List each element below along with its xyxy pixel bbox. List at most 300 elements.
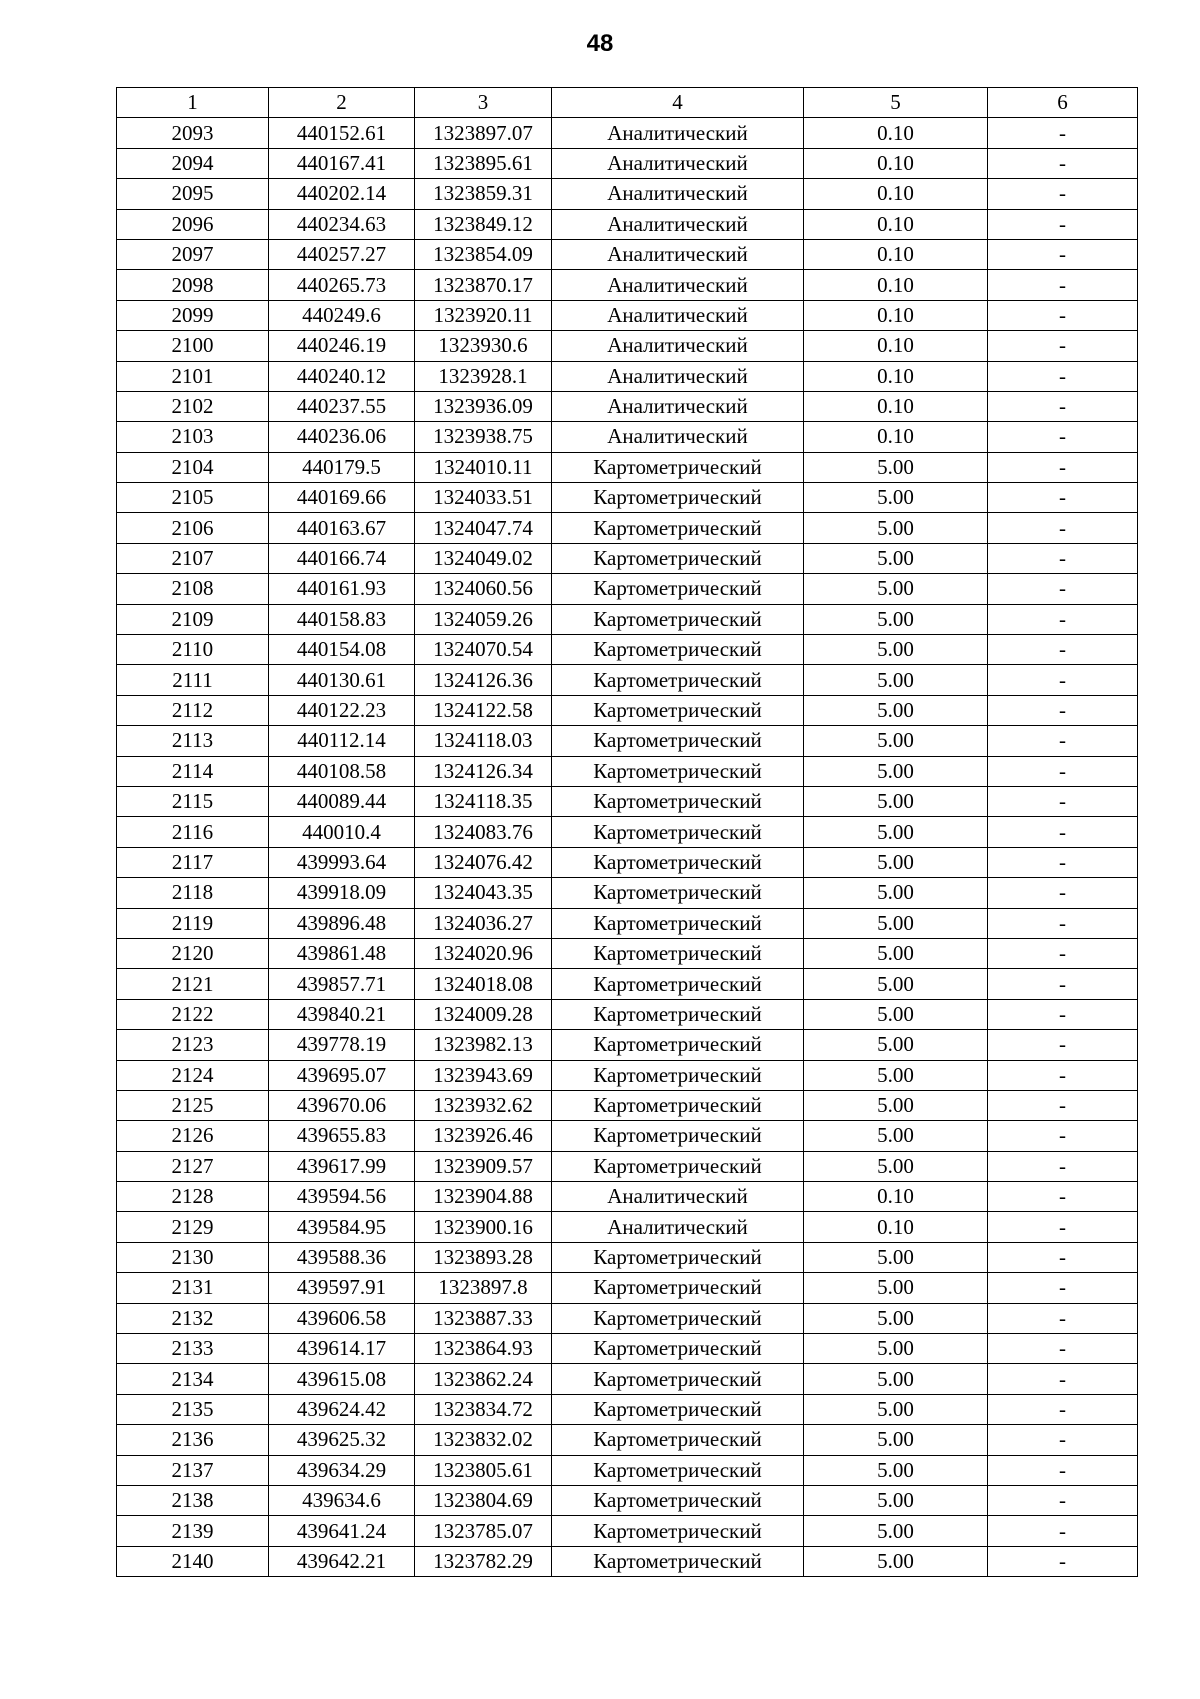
table-row (117, 635, 1138, 665)
accuracy-cell: 5.00 (804, 1546, 988, 1576)
method-cell: Аналитический (552, 391, 804, 421)
table-row (117, 1273, 1138, 1303)
y-coordinate-cell: 1323805.61 (415, 1455, 552, 1485)
point-number-cell: 2099 (117, 300, 269, 330)
method-cell: Картометрический (552, 604, 804, 634)
method-cell: Картометрический (552, 817, 804, 847)
table-row (117, 604, 1138, 634)
x-coordinate-cell: 439655.83 (269, 1121, 415, 1151)
x-coordinate-cell: 440237.55 (269, 391, 415, 421)
x-coordinate-cell: 440234.63 (269, 209, 415, 239)
description-cell: - (988, 1060, 1138, 1090)
method-cell: Картометрический (552, 1090, 804, 1120)
description-cell: - (988, 452, 1138, 482)
accuracy-cell: 0.10 (804, 179, 988, 209)
coordinates-table (116, 87, 1138, 1577)
description-cell: - (988, 1546, 1138, 1576)
x-coordinate-cell: 440240.12 (269, 361, 415, 391)
column-header: 4 (552, 88, 804, 118)
description-cell: - (988, 1364, 1138, 1394)
method-cell: Картометрический (552, 786, 804, 816)
point-number-cell: 2109 (117, 604, 269, 634)
table-row (117, 513, 1138, 543)
accuracy-cell: 5.00 (804, 513, 988, 543)
method-cell: Аналитический (552, 422, 804, 452)
column-header: 3 (415, 88, 552, 118)
x-coordinate-cell: 440257.27 (269, 239, 415, 269)
y-coordinate-cell: 1323982.13 (415, 1030, 552, 1060)
description-cell: - (988, 999, 1138, 1029)
method-cell: Аналитический (552, 239, 804, 269)
table-row (117, 543, 1138, 573)
accuracy-cell: 5.00 (804, 1485, 988, 1515)
accuracy-cell: 0.10 (804, 148, 988, 178)
accuracy-cell: 5.00 (804, 969, 988, 999)
accuracy-cell: 0.10 (804, 1182, 988, 1212)
description-cell: - (988, 270, 1138, 300)
column-header: 1 (117, 88, 269, 118)
accuracy-cell: 5.00 (804, 1334, 988, 1364)
y-coordinate-cell: 1324009.28 (415, 999, 552, 1029)
x-coordinate-cell: 439615.08 (269, 1364, 415, 1394)
method-cell: Картометрический (552, 999, 804, 1029)
table-row (117, 1516, 1138, 1546)
table-row (117, 270, 1138, 300)
table-row (117, 938, 1138, 968)
description-cell: - (988, 1151, 1138, 1181)
accuracy-cell: 0.10 (804, 209, 988, 239)
x-coordinate-cell: 440152.61 (269, 118, 415, 148)
x-coordinate-cell: 440089.44 (269, 786, 415, 816)
accuracy-cell: 5.00 (804, 604, 988, 634)
point-number-cell: 2133 (117, 1334, 269, 1364)
x-coordinate-cell: 439896.48 (269, 908, 415, 938)
method-cell: Картометрический (552, 513, 804, 543)
y-coordinate-cell: 1324118.35 (415, 786, 552, 816)
point-number-cell: 2104 (117, 452, 269, 482)
point-number-cell: 2137 (117, 1455, 269, 1485)
description-cell: - (988, 300, 1138, 330)
x-coordinate-cell: 440130.61 (269, 665, 415, 695)
y-coordinate-cell: 1323895.61 (415, 148, 552, 178)
accuracy-cell: 5.00 (804, 1030, 988, 1060)
accuracy-cell: 5.00 (804, 1364, 988, 1394)
method-cell: Картометрический (552, 1060, 804, 1090)
point-number-cell: 2138 (117, 1485, 269, 1515)
description-cell: - (988, 1485, 1138, 1515)
accuracy-cell: 5.00 (804, 786, 988, 816)
description-cell: - (988, 1212, 1138, 1242)
method-cell: Аналитический (552, 331, 804, 361)
accuracy-cell: 0.10 (804, 239, 988, 269)
y-coordinate-cell: 1323859.31 (415, 179, 552, 209)
table-row (117, 361, 1138, 391)
x-coordinate-cell: 439606.58 (269, 1303, 415, 1333)
accuracy-cell: 5.00 (804, 1242, 988, 1272)
description-cell: - (988, 1516, 1138, 1546)
x-coordinate-cell: 439670.06 (269, 1090, 415, 1120)
table-row (117, 1334, 1138, 1364)
accuracy-cell: 5.00 (804, 1090, 988, 1120)
y-coordinate-cell: 1323887.33 (415, 1303, 552, 1333)
x-coordinate-cell: 439918.09 (269, 878, 415, 908)
point-number-cell: 2132 (117, 1303, 269, 1333)
description-cell: - (988, 513, 1138, 543)
table-row (117, 726, 1138, 756)
y-coordinate-cell: 1324043.35 (415, 878, 552, 908)
accuracy-cell: 5.00 (804, 1516, 988, 1546)
accuracy-cell: 5.00 (804, 1151, 988, 1181)
x-coordinate-cell: 439857.71 (269, 969, 415, 999)
accuracy-cell: 0.10 (804, 1212, 988, 1242)
accuracy-cell: 0.10 (804, 270, 988, 300)
method-cell: Картометрический (552, 1273, 804, 1303)
description-cell: - (988, 1182, 1138, 1212)
column-header: 5 (804, 88, 988, 118)
description-cell: - (988, 391, 1138, 421)
accuracy-cell: 5.00 (804, 1455, 988, 1485)
description-cell: - (988, 1242, 1138, 1272)
table-row (117, 391, 1138, 421)
y-coordinate-cell: 1324126.36 (415, 665, 552, 695)
accuracy-cell: 5.00 (804, 635, 988, 665)
description-cell: - (988, 604, 1138, 634)
point-number-cell: 2136 (117, 1425, 269, 1455)
accuracy-cell: 5.00 (804, 726, 988, 756)
method-cell: Картометрический (552, 1394, 804, 1424)
x-coordinate-cell: 440265.73 (269, 270, 415, 300)
x-coordinate-cell: 439584.95 (269, 1212, 415, 1242)
x-coordinate-cell: 440179.5 (269, 452, 415, 482)
method-cell: Аналитический (552, 209, 804, 239)
y-coordinate-cell: 1324118.03 (415, 726, 552, 756)
method-cell: Картометрический (552, 1151, 804, 1181)
table-row (117, 1090, 1138, 1120)
table-row (117, 1394, 1138, 1424)
x-coordinate-cell: 440161.93 (269, 574, 415, 604)
point-number-cell: 2108 (117, 574, 269, 604)
accuracy-cell: 5.00 (804, 574, 988, 604)
accuracy-cell: 0.10 (804, 361, 988, 391)
accuracy-cell: 5.00 (804, 1273, 988, 1303)
x-coordinate-cell: 440108.58 (269, 756, 415, 786)
x-coordinate-cell: 439634.6 (269, 1485, 415, 1515)
y-coordinate-cell: 1324020.96 (415, 938, 552, 968)
point-number-cell: 2124 (117, 1060, 269, 1090)
table-row (117, 1060, 1138, 1090)
point-number-cell: 2096 (117, 209, 269, 239)
table-row (117, 847, 1138, 877)
description-cell: - (988, 209, 1138, 239)
method-cell: Аналитический (552, 300, 804, 330)
x-coordinate-cell: 440236.06 (269, 422, 415, 452)
x-coordinate-cell: 440154.08 (269, 635, 415, 665)
description-cell: - (988, 1334, 1138, 1364)
method-cell: Картометрический (552, 635, 804, 665)
description-cell: - (988, 1303, 1138, 1333)
point-number-cell: 2112 (117, 695, 269, 725)
table-row (117, 1242, 1138, 1272)
method-cell: Картометрический (552, 1303, 804, 1333)
point-number-cell: 2105 (117, 483, 269, 513)
point-number-cell: 2120 (117, 938, 269, 968)
description-cell: - (988, 1030, 1138, 1060)
method-cell: Картометрический (552, 756, 804, 786)
point-number-cell: 2113 (117, 726, 269, 756)
page-number: 48 (586, 30, 614, 57)
y-coordinate-cell: 1324083.76 (415, 817, 552, 847)
point-number-cell: 2103 (117, 422, 269, 452)
description-cell: - (988, 483, 1138, 513)
method-cell: Картометрический (552, 1516, 804, 1546)
x-coordinate-cell: 440112.14 (269, 726, 415, 756)
description-cell: - (988, 148, 1138, 178)
table-row (117, 878, 1138, 908)
point-number-cell: 2140 (117, 1546, 269, 1576)
accuracy-cell: 0.10 (804, 331, 988, 361)
table-row (117, 1425, 1138, 1455)
description-cell: - (988, 239, 1138, 269)
accuracy-cell: 5.00 (804, 1060, 988, 1090)
y-coordinate-cell: 1323904.88 (415, 1182, 552, 1212)
x-coordinate-cell: 439597.91 (269, 1273, 415, 1303)
y-coordinate-cell: 1323870.17 (415, 270, 552, 300)
y-coordinate-cell: 1323926.46 (415, 1121, 552, 1151)
y-coordinate-cell: 1323834.72 (415, 1394, 552, 1424)
table-row (117, 209, 1138, 239)
accuracy-cell: 0.10 (804, 391, 988, 421)
table-row (117, 1546, 1138, 1576)
accuracy-cell: 0.10 (804, 118, 988, 148)
x-coordinate-cell: 439594.56 (269, 1182, 415, 1212)
table-row (117, 1030, 1138, 1060)
method-cell: Картометрический (552, 1030, 804, 1060)
method-cell: Картометрический (552, 726, 804, 756)
method-cell: Картометрический (552, 847, 804, 877)
method-cell: Картометрический (552, 1242, 804, 1272)
x-coordinate-cell: 439993.64 (269, 847, 415, 877)
accuracy-cell: 5.00 (804, 1303, 988, 1333)
method-cell: Картометрический (552, 452, 804, 482)
x-coordinate-cell: 439641.24 (269, 1516, 415, 1546)
table-row (117, 331, 1138, 361)
method-cell: Картометрический (552, 665, 804, 695)
table-row (117, 452, 1138, 482)
x-coordinate-cell: 439588.36 (269, 1242, 415, 1272)
x-coordinate-cell: 440122.23 (269, 695, 415, 725)
point-number-cell: 2107 (117, 543, 269, 573)
y-coordinate-cell: 1323832.02 (415, 1425, 552, 1455)
accuracy-cell: 5.00 (804, 999, 988, 1029)
description-cell: - (988, 847, 1138, 877)
table-row (117, 179, 1138, 209)
x-coordinate-cell: 439695.07 (269, 1060, 415, 1090)
x-coordinate-cell: 439624.42 (269, 1394, 415, 1424)
method-cell: Аналитический (552, 361, 804, 391)
point-number-cell: 2094 (117, 148, 269, 178)
method-cell: Аналитический (552, 1212, 804, 1242)
description-cell: - (988, 938, 1138, 968)
point-number-cell: 2111 (117, 665, 269, 695)
x-coordinate-cell: 440163.67 (269, 513, 415, 543)
description-cell: - (988, 665, 1138, 695)
y-coordinate-cell: 1323849.12 (415, 209, 552, 239)
method-cell: Картометрический (552, 483, 804, 513)
table-row (117, 786, 1138, 816)
table-row (117, 1364, 1138, 1394)
table-row (117, 118, 1138, 148)
point-number-cell: 2115 (117, 786, 269, 816)
y-coordinate-cell: 1323920.11 (415, 300, 552, 330)
y-coordinate-cell: 1324070.54 (415, 635, 552, 665)
accuracy-cell: 5.00 (804, 1394, 988, 1424)
description-cell: - (988, 331, 1138, 361)
table-row (117, 1303, 1138, 1333)
point-number-cell: 2101 (117, 361, 269, 391)
y-coordinate-cell: 1324036.27 (415, 908, 552, 938)
description-cell: - (988, 908, 1138, 938)
table-row (117, 148, 1138, 178)
point-number-cell: 2119 (117, 908, 269, 938)
y-coordinate-cell: 1324018.08 (415, 969, 552, 999)
description-cell: - (988, 1090, 1138, 1120)
description-cell: - (988, 756, 1138, 786)
y-coordinate-cell: 1323936.09 (415, 391, 552, 421)
table-row (117, 908, 1138, 938)
table-row (117, 1121, 1138, 1151)
description-cell: - (988, 179, 1138, 209)
description-cell: - (988, 1425, 1138, 1455)
y-coordinate-cell: 1323900.16 (415, 1212, 552, 1242)
x-coordinate-cell: 440167.41 (269, 148, 415, 178)
y-coordinate-cell: 1324060.56 (415, 574, 552, 604)
point-number-cell: 2093 (117, 118, 269, 148)
y-coordinate-cell: 1323938.75 (415, 422, 552, 452)
method-cell: Картометрический (552, 969, 804, 999)
x-coordinate-cell: 439617.99 (269, 1151, 415, 1181)
point-number-cell: 2128 (117, 1182, 269, 1212)
table-row (117, 1151, 1138, 1181)
description-cell: - (988, 726, 1138, 756)
point-number-cell: 2122 (117, 999, 269, 1029)
y-coordinate-cell: 1323804.69 (415, 1485, 552, 1515)
description-cell: - (988, 786, 1138, 816)
accuracy-cell: 5.00 (804, 483, 988, 513)
method-cell: Картометрический (552, 1546, 804, 1576)
point-number-cell: 2116 (117, 817, 269, 847)
description-cell: - (988, 574, 1138, 604)
point-number-cell: 2118 (117, 878, 269, 908)
x-coordinate-cell: 439778.19 (269, 1030, 415, 1060)
table-row (117, 574, 1138, 604)
description-cell: - (988, 695, 1138, 725)
y-coordinate-cell: 1324076.42 (415, 847, 552, 877)
method-cell: Картометрический (552, 1364, 804, 1394)
point-number-cell: 2106 (117, 513, 269, 543)
method-cell: Картометрический (552, 1425, 804, 1455)
y-coordinate-cell: 1323909.57 (415, 1151, 552, 1181)
table-row (117, 999, 1138, 1029)
description-cell: - (988, 969, 1138, 999)
accuracy-cell: 5.00 (804, 878, 988, 908)
method-cell: Картометрический (552, 938, 804, 968)
table-row (117, 756, 1138, 786)
table-row (117, 969, 1138, 999)
y-coordinate-cell: 1323785.07 (415, 1516, 552, 1546)
table-row (117, 1212, 1138, 1242)
x-coordinate-cell: 440249.6 (269, 300, 415, 330)
y-coordinate-cell: 1323862.24 (415, 1364, 552, 1394)
point-number-cell: 2126 (117, 1121, 269, 1151)
accuracy-cell: 0.10 (804, 300, 988, 330)
point-number-cell: 2125 (117, 1090, 269, 1120)
accuracy-cell: 0.10 (804, 422, 988, 452)
table-header-row (117, 88, 1138, 118)
method-cell: Картометрический (552, 1121, 804, 1151)
table-row (117, 695, 1138, 725)
point-number-cell: 2134 (117, 1364, 269, 1394)
method-cell: Аналитический (552, 118, 804, 148)
x-coordinate-cell: 439614.17 (269, 1334, 415, 1364)
x-coordinate-cell: 440202.14 (269, 179, 415, 209)
point-number-cell: 2100 (117, 331, 269, 361)
y-coordinate-cell: 1323928.1 (415, 361, 552, 391)
x-coordinate-cell: 439642.21 (269, 1546, 415, 1576)
method-cell: Картометрический (552, 908, 804, 938)
y-coordinate-cell: 1323893.28 (415, 1242, 552, 1272)
accuracy-cell: 5.00 (804, 452, 988, 482)
description-cell: - (988, 817, 1138, 847)
table-row (117, 483, 1138, 513)
y-coordinate-cell: 1324047.74 (415, 513, 552, 543)
table-row (117, 1182, 1138, 1212)
accuracy-cell: 5.00 (804, 665, 988, 695)
method-cell: Аналитический (552, 179, 804, 209)
y-coordinate-cell: 1323782.29 (415, 1546, 552, 1576)
description-cell: - (988, 361, 1138, 391)
x-coordinate-cell: 439625.32 (269, 1425, 415, 1455)
point-number-cell: 2129 (117, 1212, 269, 1242)
description-cell: - (988, 1455, 1138, 1485)
y-coordinate-cell: 1324122.58 (415, 695, 552, 725)
description-cell: - (988, 1273, 1138, 1303)
accuracy-cell: 5.00 (804, 817, 988, 847)
y-coordinate-cell: 1323932.62 (415, 1090, 552, 1120)
table-row (117, 239, 1138, 269)
point-number-cell: 2117 (117, 847, 269, 877)
y-coordinate-cell: 1323854.09 (415, 239, 552, 269)
description-cell: - (988, 543, 1138, 573)
y-coordinate-cell: 1324033.51 (415, 483, 552, 513)
y-coordinate-cell: 1323943.69 (415, 1060, 552, 1090)
point-number-cell: 2121 (117, 969, 269, 999)
y-coordinate-cell: 1323930.6 (415, 331, 552, 361)
point-number-cell: 2127 (117, 1151, 269, 1181)
accuracy-cell: 5.00 (804, 1121, 988, 1151)
accuracy-cell: 5.00 (804, 847, 988, 877)
table-row (117, 1485, 1138, 1515)
accuracy-cell: 5.00 (804, 756, 988, 786)
method-cell: Картометрический (552, 878, 804, 908)
accuracy-cell: 5.00 (804, 908, 988, 938)
y-coordinate-cell: 1324010.11 (415, 452, 552, 482)
point-number-cell: 2097 (117, 239, 269, 269)
accuracy-cell: 5.00 (804, 543, 988, 573)
method-cell: Аналитический (552, 270, 804, 300)
point-number-cell: 2139 (117, 1516, 269, 1546)
column-header: 6 (988, 88, 1138, 118)
point-number-cell: 2131 (117, 1273, 269, 1303)
